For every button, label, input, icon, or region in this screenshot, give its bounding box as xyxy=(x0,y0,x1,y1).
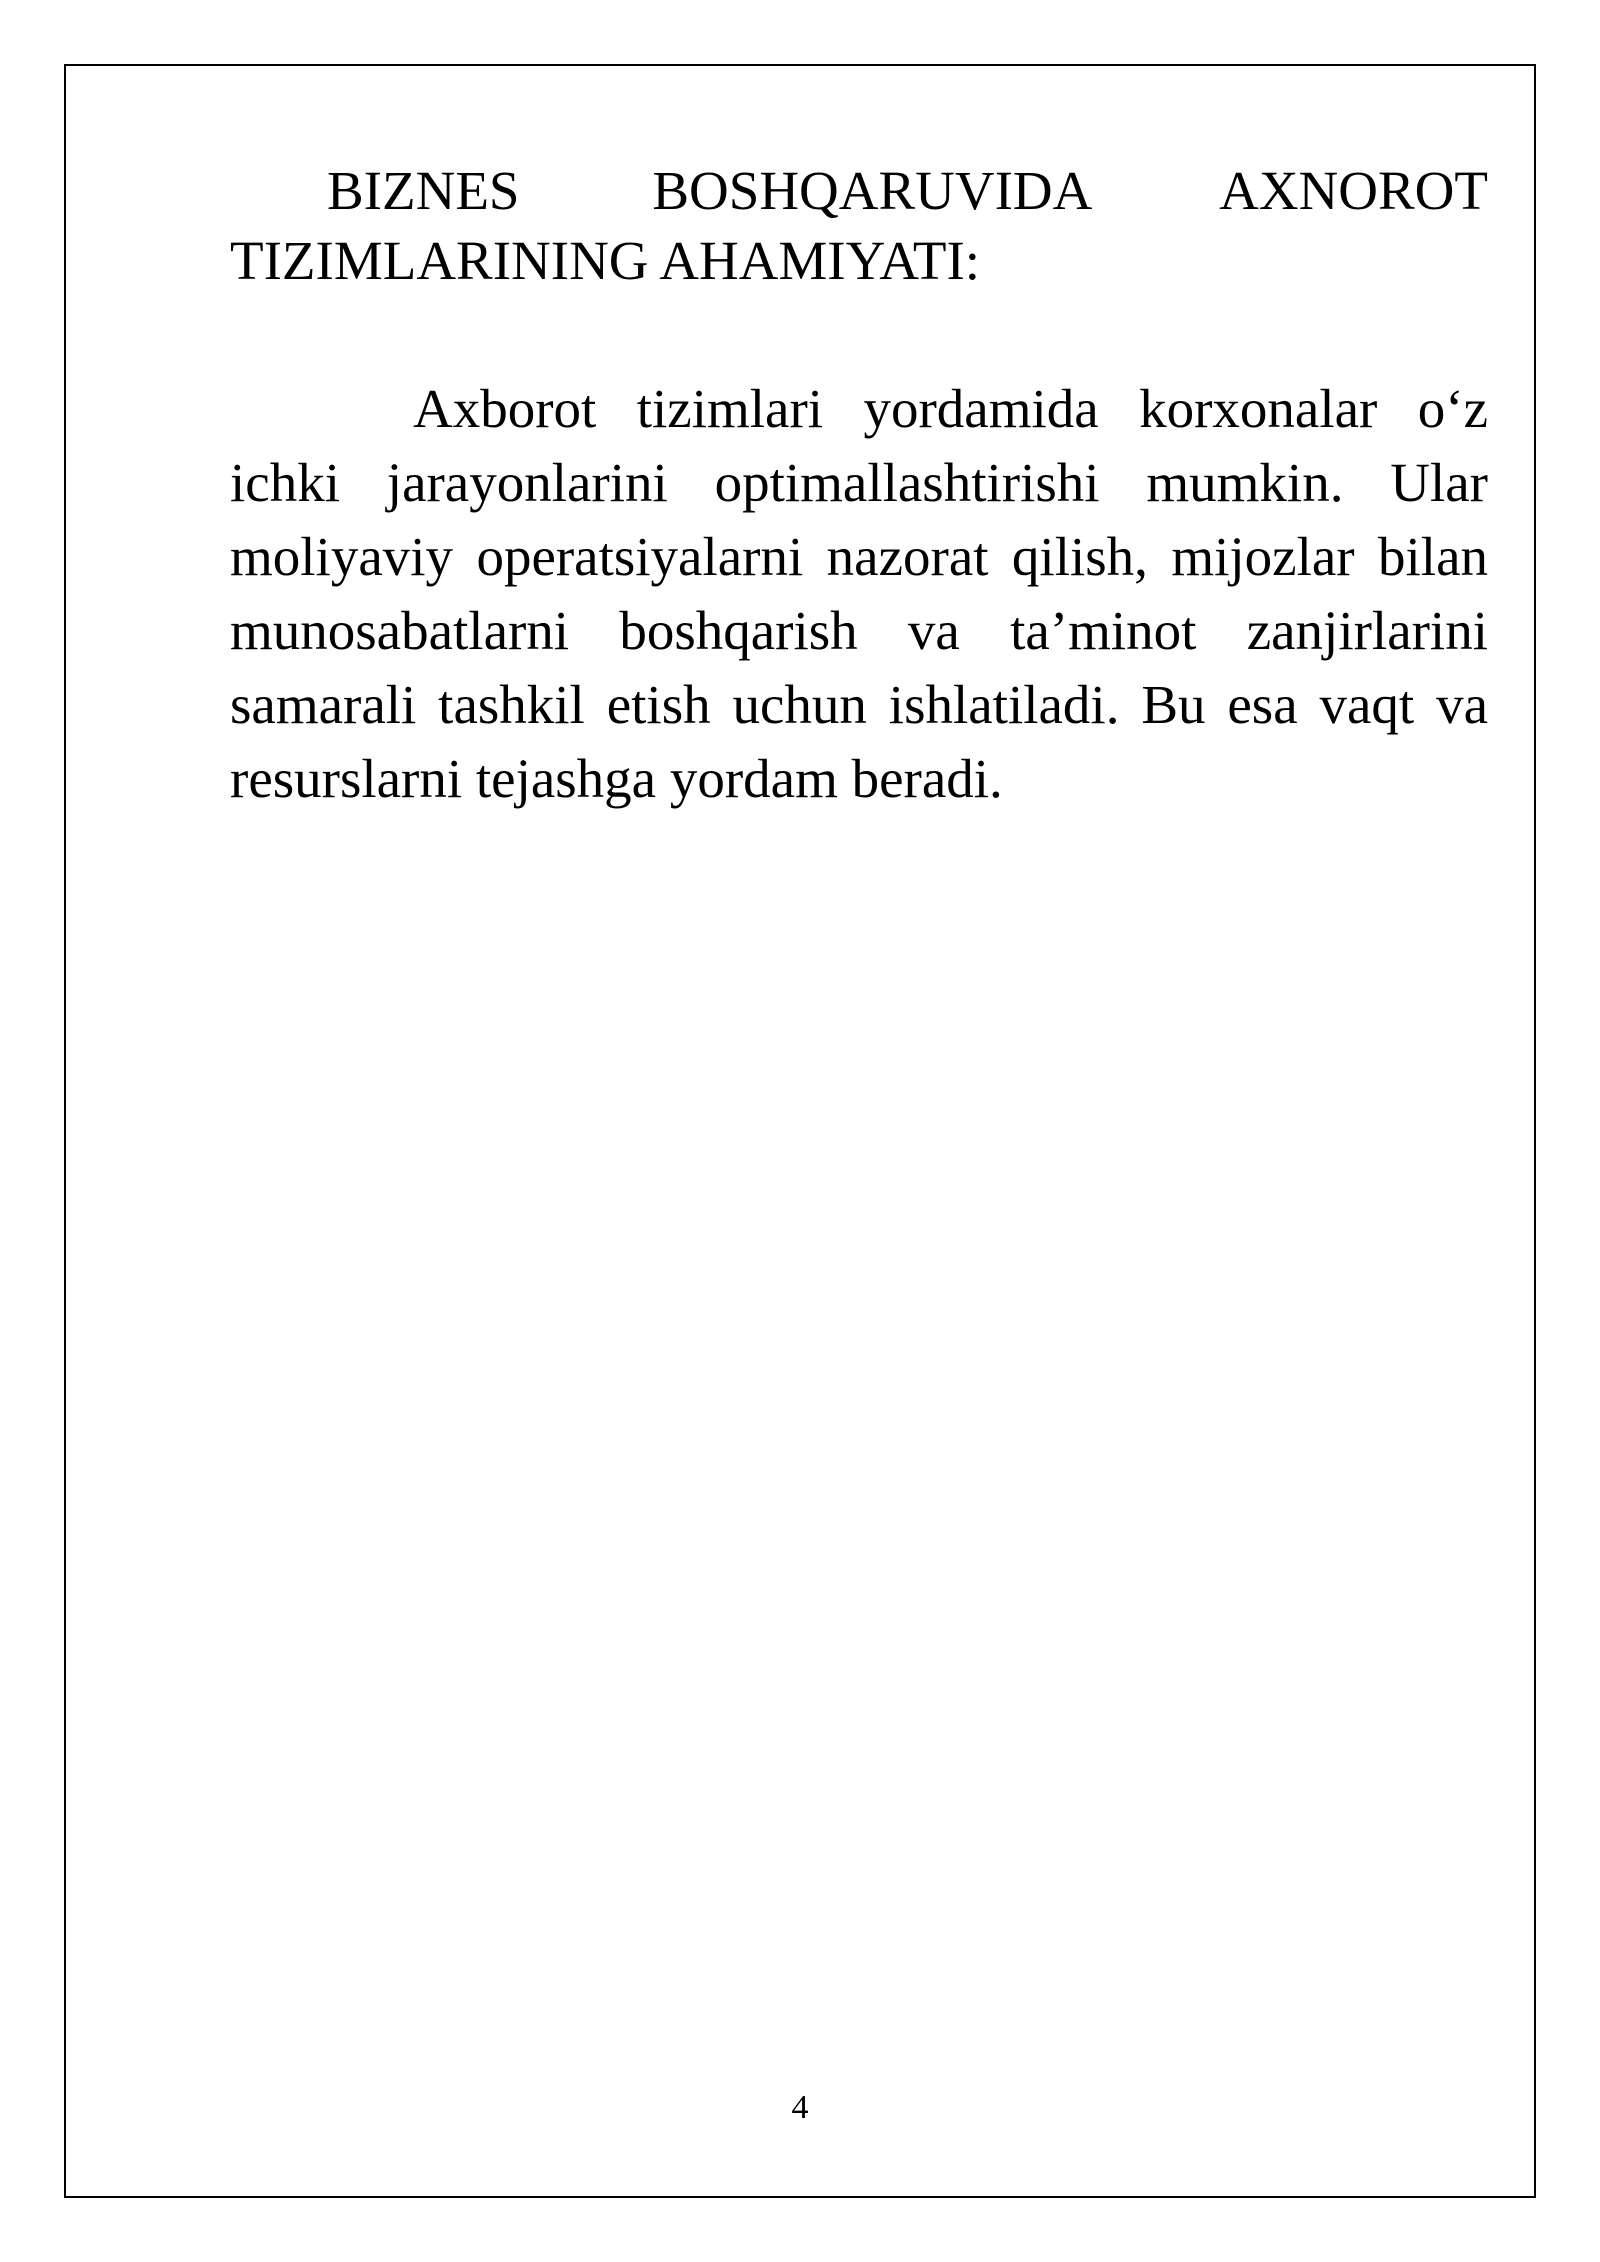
body-paragraph: Axborot tizimlari yordamida korxonalar o‘z ichki jarayonlarini optimallashtirishi mumkin. Ular moliyaviy operatsiyalarni nazorat qilish, mijozlar bilan munosabatlarni boshqarish va ta’minot zanjirlarini samarali tashkil etish uchun ishlatiladi. Bu esa vaqt va resurslarni tejashga yordam beradi. xyxy=(230,378,1488,809)
section-heading: BIZNES BOSHQARUVIDA AXNOROT TIZIMLARINING AHAMIYATI: xyxy=(230,160,1488,291)
page-number: 4 xyxy=(791,2089,809,2126)
page-content xyxy=(230,156,1488,816)
